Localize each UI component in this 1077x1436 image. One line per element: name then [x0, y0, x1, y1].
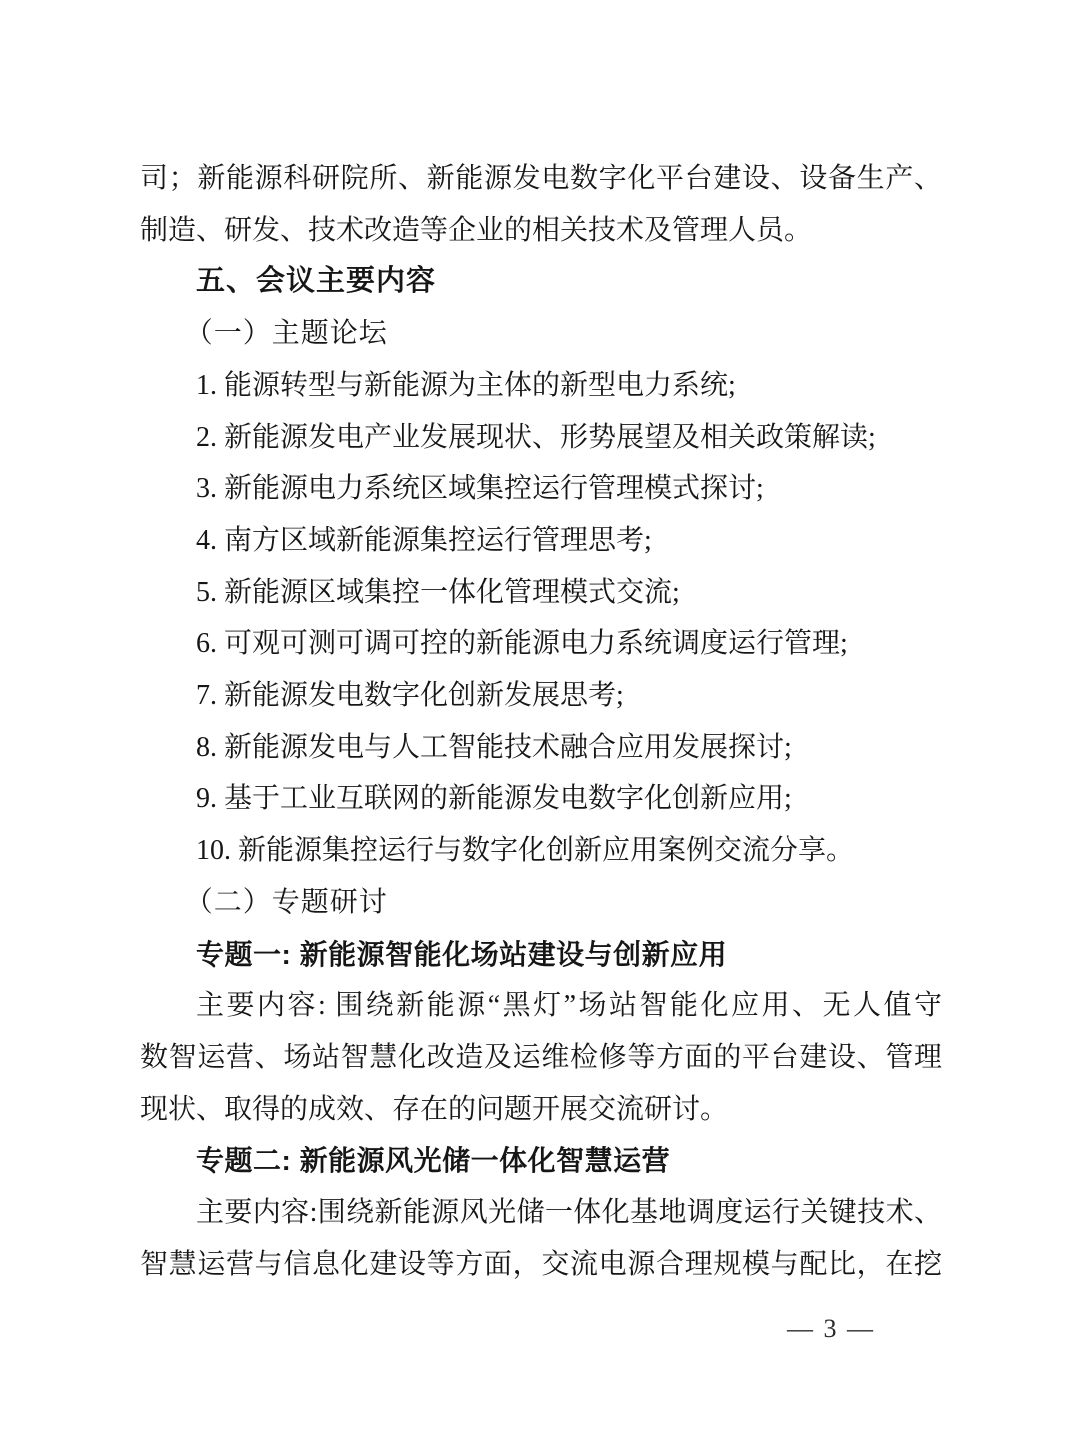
- forum-list-item: 10. 新能源集控运行与数字化创新应用案例交流分享。: [196, 835, 855, 867]
- intro-paragraph-line: 制造、研发、技术改造等企业的相关技术及管理人员。: [140, 214, 813, 246]
- forum-list-item: 5. 新能源区域集控一体化管理模式交流;: [196, 576, 680, 608]
- seminar-topic-2-body-line: 智慧运营与信息化建设等方面，交流电源合理规模与配比，在挖: [140, 1248, 942, 1280]
- forum-list-item: 1. 能源转型与新能源为主体的新型电力系统;: [196, 369, 736, 401]
- page-number: — 3 —: [787, 1314, 875, 1343]
- forum-list-item: 8. 新能源发电与人工智能技术融合应用发展探讨;: [196, 731, 792, 763]
- seminar-topic-2-body-line: 主要内容:围绕新能源风光储一体化基地调度运行关键技术、: [196, 1197, 942, 1229]
- section-heading-main: 五、会议主要内容: [195, 265, 436, 298]
- forum-list-item: 9. 基于工业互联网的新能源发电数字化创新应用;: [196, 783, 792, 815]
- forum-list-item: 6. 可观可测可调可控的新能源电力系统调度运行管理;: [196, 628, 848, 660]
- subsection-heading-seminar: （二）专题研讨: [184, 886, 388, 918]
- seminar-topic-2-title: 专题二: 新能源风光储一体化智慧运营: [196, 1145, 671, 1177]
- intro-paragraph-line: 司；新能源科研院所、新能源发电数字化平台建设、设备生产、: [140, 163, 942, 194]
- forum-list-item: 3. 新能源电力系统区域集控运行管理模式探讨;: [196, 473, 764, 505]
- seminar-topic-1-title: 专题一: 新能源智能化场站建设与创新应用: [196, 938, 728, 970]
- forum-list-item: 7. 新能源发电数字化创新发展思考;: [196, 680, 624, 712]
- document-body: [140, 153, 942, 1290]
- seminar-topic-1-body-line: 数智运营、场站智慧化改造及运维检修等方面的平台建设、管理: [140, 1041, 942, 1073]
- seminar-topic-1-body-line: 主要内容: 围绕新能源“黑灯”场站智能化应用、无人值守: [196, 990, 942, 1022]
- seminar-topic-1-body-line: 现状、取得的成效、存在的问题开展交流研讨。: [140, 1093, 729, 1125]
- forum-list-item: 2. 新能源发电产业发展现状、形势展望及相关政策解读;: [196, 421, 876, 453]
- subsection-heading-forum: （一）主题论坛: [184, 318, 388, 350]
- forum-list-item: 4. 南方区域新能源集控运行管理思考;: [196, 524, 652, 556]
